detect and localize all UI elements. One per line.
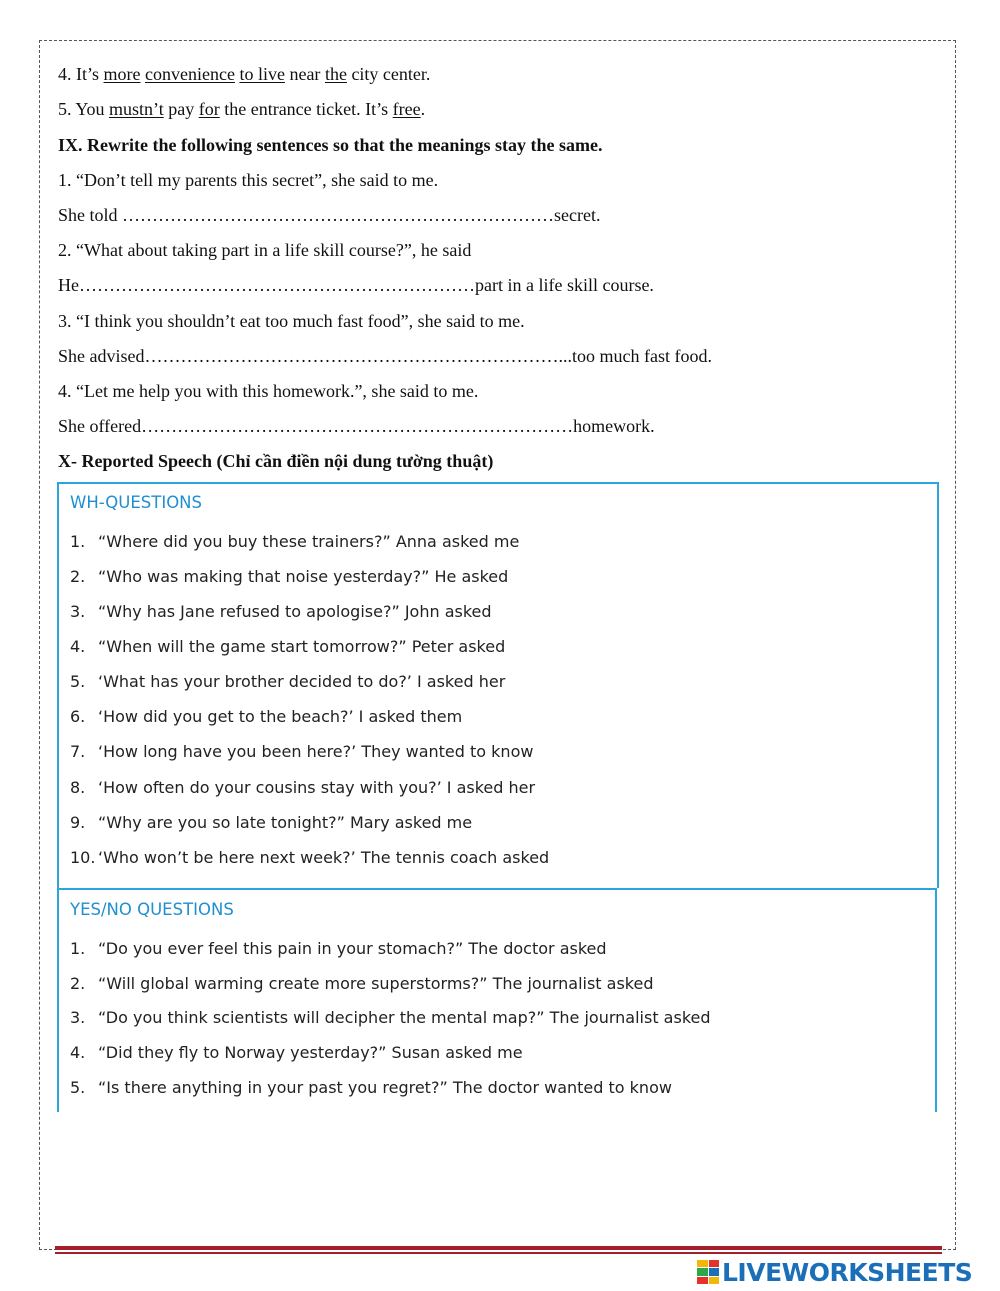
underlined-word: free — [392, 99, 421, 119]
error-sentence-4 — [58, 64, 430, 85]
rewrite-prompt-3: 3. “I think you shouldn’t eat too much fast food”, she said to me. — [58, 311, 525, 331]
item-text: ‘How did you get to the beach?’ I asked them — [98, 707, 463, 726]
item-number: 6. — [70, 707, 86, 726]
item-number: 1. — [70, 939, 86, 958]
rewrite-prompt-4: 4. “Let me help you with this homework.”, she said to me. — [58, 381, 479, 401]
yes-no-question-item — [70, 939, 607, 958]
wh-questions-box — [57, 482, 939, 888]
item-text: ‘How often do your cousins stay with you?’ I asked her — [98, 778, 536, 797]
item-text: “Why are you so late tonight?” Mary asked me — [98, 813, 473, 832]
wh-question-item — [70, 672, 505, 691]
item-number: 2. — [70, 974, 86, 993]
section-x-heading: X- Reported Speech (Chỉ cần điền nội dung tường thuật) — [58, 451, 494, 471]
wh-question-item — [70, 778, 535, 797]
underlined-word: convenience — [145, 64, 235, 84]
item-number: 1. — [70, 532, 86, 551]
sentence-text: the entrance ticket. It’s — [219, 99, 393, 119]
item-text: “Do you ever feel this pain in your stomach?” The doctor asked — [98, 939, 607, 958]
sentence-text: city center. — [346, 64, 431, 84]
sentence-text: pay — [163, 99, 199, 119]
footer-rule — [55, 1246, 942, 1250]
item-text: “Did they fly to Norway yesterday?” Susan asked me — [98, 1043, 523, 1062]
rewrite-answer-2[interactable]: He…………………………………………………………part in a life skill course. — [58, 275, 654, 295]
item-number: 5. — [70, 672, 86, 691]
sentence-text: 4. It’s — [58, 64, 104, 84]
item-number: 7. — [70, 742, 86, 761]
item-text: “Who was making that noise yesterday?” He asked — [98, 567, 509, 586]
sentence-text: near — [284, 64, 325, 84]
wh-question-item — [70, 813, 472, 832]
liveworksheets-brand — [697, 1258, 972, 1286]
item-number: 5. — [70, 1078, 86, 1097]
item-text: “Is there anything in your past you regret?” The doctor wanted to know — [98, 1078, 672, 1097]
sentence-text: 5. You — [58, 99, 110, 119]
item-number: 10. — [70, 848, 96, 867]
sentence-text: . — [420, 99, 426, 119]
wh-questions-title: WH-QUESTIONS — [70, 493, 202, 512]
wh-question-item — [70, 532, 519, 551]
item-text: “Do you think scientists will decipher the mental map?” The journalist asked — [98, 1008, 711, 1027]
wh-question-item — [70, 742, 533, 761]
item-number: 3. — [70, 1008, 86, 1027]
underlined-word: to live — [239, 64, 285, 84]
item-number: 2. — [70, 567, 86, 586]
yes-no-question-item — [70, 974, 654, 993]
footer-rule-thin — [55, 1252, 942, 1254]
yes-no-question-item — [70, 1008, 711, 1027]
brand-text: LIVEWORKSHEETS — [722, 1257, 973, 1287]
yes-no-question-item — [70, 1078, 672, 1097]
item-text: “Will global warming create more superstorms?” The journalist asked — [98, 974, 654, 993]
wh-question-item — [70, 848, 549, 867]
item-number: 4. — [70, 637, 86, 656]
rewrite-prompt-1: 1. “Don’t tell my parents this secret”, she said to me. — [58, 170, 439, 190]
item-text: ‘Who won’t be here next week?’ The tennis coach asked — [98, 848, 550, 867]
section-ix-heading: IX. Rewrite the following sentences so that the meanings stay the same. — [58, 135, 603, 155]
underlined-word: mustn’t — [109, 99, 164, 119]
item-number: 8. — [70, 778, 86, 797]
wh-question-item — [70, 707, 462, 726]
rewrite-prompt-2: 2. “What about taking part in a life skill course?”, he said — [58, 240, 472, 260]
yes-no-question-item — [70, 1043, 523, 1062]
underlined-word: the — [324, 64, 347, 84]
rewrite-answer-3[interactable]: She advised……………………………………………………………...too much fast food. — [58, 346, 712, 366]
item-text: ‘How long have you been here?’ They wanted to know — [98, 742, 534, 761]
wh-question-item — [70, 602, 492, 621]
item-text: “When will the game start tomorrow?” Peter asked — [98, 637, 506, 656]
rewrite-answer-4[interactable]: She offered………………………………………………………………homework. — [58, 416, 655, 436]
item-number: 9. — [70, 813, 86, 832]
yes-no-questions-title: YES/NO QUESTIONS — [70, 900, 234, 919]
yes-no-questions-box — [57, 888, 937, 1112]
liveworksheets-logo-icon — [697, 1260, 719, 1284]
underlined-word: more — [103, 64, 141, 84]
wh-question-item — [70, 567, 508, 586]
error-sentence-5 — [58, 99, 425, 120]
item-number: 4. — [70, 1043, 86, 1062]
item-text: ‘What has your brother decided to do?’ I asked her — [98, 672, 506, 691]
item-text: “Where did you buy these trainers?” Anna asked me — [98, 532, 520, 551]
rewrite-answer-1[interactable]: She told ………………………………………………………………secret. — [58, 205, 601, 225]
wh-question-item — [70, 637, 505, 656]
underlined-word: for — [198, 99, 220, 119]
item-text: “Why has Jane refused to apologise?” John asked — [98, 602, 492, 621]
item-number: 3. — [70, 602, 86, 621]
